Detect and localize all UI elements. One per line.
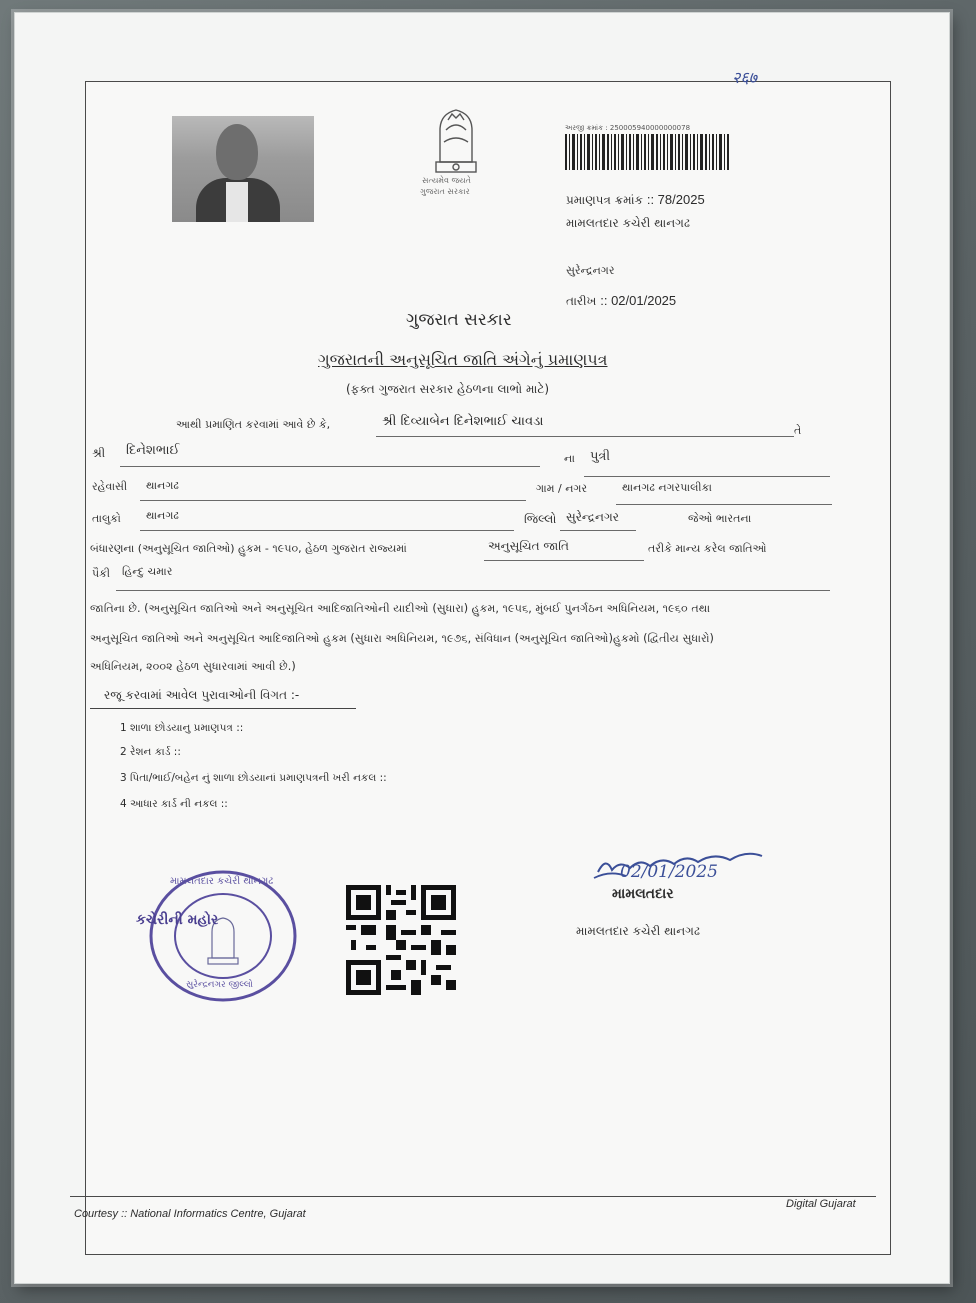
relation-value: પુત્રી: [590, 449, 611, 464]
te-text: તે: [794, 424, 802, 437]
intro-text: આથી પ્રમાણિત કરવામાં આવે છે કે,: [176, 418, 331, 431]
caste-value: હિન્દુ ચમાર: [122, 565, 173, 578]
qr-code: [346, 884, 456, 996]
page-number: २६७: [732, 68, 757, 87]
evidence-item: 3 પિતા/ભાઈ/બહેન નું શાળા છોડયાનાં પ્રમાણપત્રની ખરી નકલ ::: [120, 772, 387, 784]
relation-underline: [584, 476, 830, 477]
district-label: જિલ્લો: [524, 512, 557, 526]
applicant-photo: [172, 116, 314, 222]
district-value: સુરેન્દ્રનગર: [566, 510, 619, 524]
village-value: થાનગઢ નગરપાલીકા: [622, 481, 712, 494]
evidence-item: 4 આધાર કાર્ડ ની નકલ ::: [120, 798, 228, 810]
caste-underline: [116, 590, 830, 591]
officer-designation: મામલતદાર: [612, 886, 674, 902]
footer-courtesy: Courtesy :: National Informatics Centre, Gujarat: [74, 1208, 306, 1220]
footer-divider: [70, 1196, 876, 1197]
category-underline: [484, 560, 644, 561]
district-underline: [560, 530, 636, 531]
government-heading: ગુજરાત સરકાર: [406, 310, 512, 330]
evidence-heading: રજૂ કરવામાં આવેલ પુરાવાઓની વિગત :-: [104, 688, 300, 702]
father-name: દિનેશભાઈ: [126, 443, 180, 458]
taluka-underline: [140, 530, 514, 531]
evidence-item: 1 શાળા છોડયાનુ પ્રમાણપત્ર ::: [120, 722, 244, 734]
certificate-number: પ્રમાણપત્ર ક્રમાંક :: 78/2025: [566, 192, 705, 207]
certificate-subtitle: (ફક્ત ગુજરાત સરકાર હેઠળના લાભો માટે): [346, 382, 550, 396]
name-underline: [376, 436, 794, 437]
evidence-heading-underline: [90, 708, 356, 709]
issuing-office: મામલતદાર કચેરી થાનગઢ: [566, 216, 690, 230]
certificate-title: ગુજરાતની અનુસૂચિત જાતિ અંગેનું પ્રમાણપત્ર: [318, 350, 608, 369]
resident-value: થાનગઢ: [146, 479, 179, 492]
barcode: [565, 134, 729, 170]
category-value: અનુસૂચિત જાતિ: [488, 539, 569, 553]
certificate-sheet: [14, 12, 950, 1284]
na-text: ના: [564, 452, 575, 465]
seal-center-text: કચેરીની મહોર: [136, 912, 219, 928]
seal-bottom-text: સુરેન્દ્રનગર જીલ્લો: [186, 980, 253, 990]
seal-top-text: મામલતદાર કચેરી થાનગઢ: [170, 876, 274, 887]
constitution-text: બંધારણના (અનુસૂચિત જાતિઓ) હુકમ - ૧૯૫૦, હેઠળ ગુજરાત રાજ્યમાં: [90, 542, 407, 555]
district-city: સુરેન્દ્રનગર: [566, 264, 615, 277]
resident-label: રહેવાસી: [92, 480, 128, 493]
footer-brand: Digital Gujarat: [786, 1198, 856, 1210]
paragraph-line-2: અનુસૂચિત જાતિઓ અને અનુસૂચિત આદિજાતિઓ હુકમ (સુધારા અધિનિયમ, ૧૯૭૬, સંવિધાન (અનુસૂચિત જાતિઓ)હુકમો (દ્વિતીય સુધારો): [90, 632, 714, 645]
applicant-name: શ્રી દિવ્યાબેન દિનેશભાઈ ચાવડા: [382, 414, 544, 429]
jeo-text: જેઓ ભારતના: [688, 512, 752, 525]
paragraph-line-1: જાતિના છે. (અનુસૂચિત જાતિઓ અને અનુસૂચિત આદિજાતિઓની યાદીઓ (સુધારા) હુકમ, ૧૯૫૬, મુંબઈ પુનર્ગઠન અધિનિયમ, ૧૯૬૦ તથા: [90, 602, 711, 615]
shri-label: શ્રી: [92, 446, 106, 460]
issue-date: તારીખ :: 02/01/2025: [566, 293, 677, 308]
village-underline: [616, 504, 832, 505]
signature-date: 02/01/2025: [620, 862, 718, 882]
among-label: પૈકી: [92, 567, 111, 580]
recognized-text: તરીકે માન્ય કરેલ જાતિઓ: [648, 542, 767, 555]
resident-underline: [140, 500, 526, 501]
emblem-caption-1: સત્યમેવ જયતે: [422, 176, 471, 185]
taluka-value: થાનગઢ: [146, 509, 179, 522]
officer-office: મામલતદાર કચેરી થાનગઢ: [576, 924, 700, 938]
barcode-label: અરજી ક્રમાંક : 250005940000000078: [565, 124, 691, 132]
evidence-item: 2 રેશન કાર્ડ ::: [120, 746, 181, 758]
taluka-label: તાલુકો: [92, 512, 121, 525]
paragraph-line-3: અધિનિયમ, ૨૦૦૨ હેઠળ સુધારવામાં આવી છે.): [90, 660, 296, 673]
father-underline: [120, 466, 540, 467]
village-label: ગામ / નગર: [536, 482, 588, 495]
emblem-caption-2: ગુજરાત સરકાર: [420, 187, 470, 196]
